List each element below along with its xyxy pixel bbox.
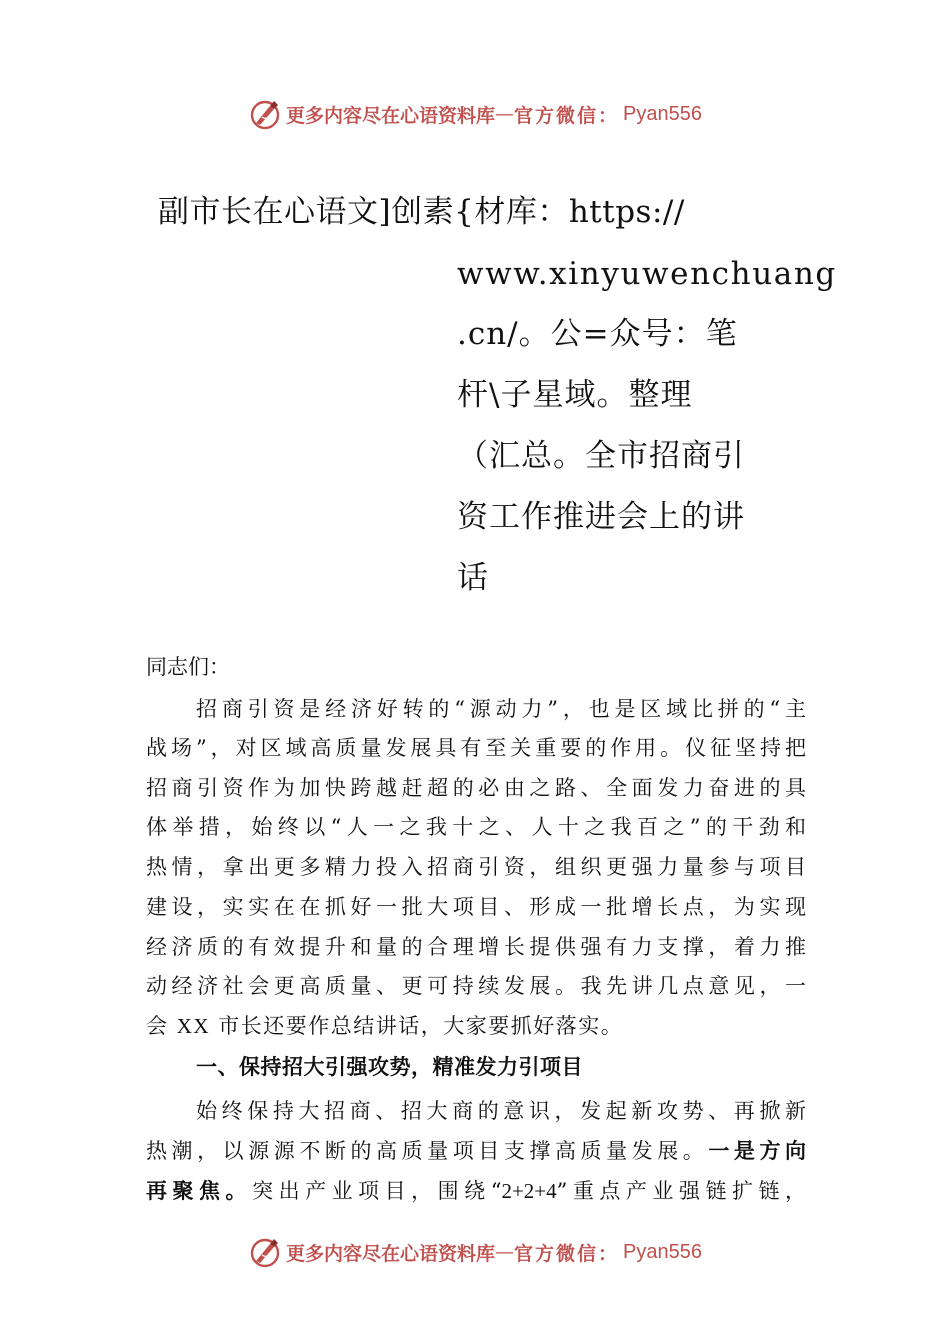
section-heading-1: 一、保持招大引强攻势，精准发力引项目: [196, 1055, 583, 1079]
paragraph-line: 建设，实实在在抓好一批大项目、形成一批增长点，为实现: [146, 895, 806, 919]
salutation: 同志们：: [146, 655, 230, 679]
text-run: XX: [176, 1014, 211, 1038]
banner-main-text: 更多内容尽在心语资料库: [286, 104, 496, 127]
title-line: .cn/。公=众号：笔: [457, 316, 738, 352]
title-line: 杆\子星域。整理: [457, 377, 693, 413]
header-watermark-banner: [0, 94, 950, 134]
banner-separator: —: [495, 103, 515, 125]
banner-wechat-label: 官方微信：: [514, 1242, 620, 1265]
banner-main-text: 更多内容尽在心语资料库: [286, 1242, 496, 1265]
paragraph-line: [146, 1011, 623, 1041]
text-run: 突出产业项目，围绕“: [252, 1179, 502, 1203]
paragraph-line: 动经济社会更高质量、更可持续发展。我先讲几点意见，一: [146, 974, 806, 998]
banner-wechat-id: Pyan556: [623, 102, 702, 125]
bold-run: 再聚焦。: [146, 1179, 253, 1203]
title-line: www.xinyuwenchuang: [457, 256, 837, 292]
text-run: 会: [146, 1014, 177, 1038]
paragraph-line: 始终保持大招商、招大商的意识，发起新攻势、再掀新: [196, 1099, 806, 1123]
footer-watermark-banner: [0, 1232, 950, 1272]
title-line: 资工作推进会上的讲: [457, 499, 745, 535]
paragraph-line: 体举措，始终以“人一之我十之、人十之我百之”的干劲和: [146, 815, 806, 839]
title-line: 副市长在心语文]创素{材库：https://: [158, 194, 685, 230]
title-line: 话: [457, 560, 489, 596]
paragraph-line: 热情，拿出更多精力投入招商引资，组织更强力量参与项目: [146, 855, 806, 879]
pen-logo-icon: [248, 1235, 282, 1269]
paragraph-line: 经济质的有效提升和量的合理增长提供强有力支撑，着力推: [146, 935, 806, 959]
pen-logo-icon: [248, 97, 282, 131]
banner-wechat-id: Pyan556: [623, 1240, 702, 1263]
title-line: （汇总。全市招商引: [457, 438, 745, 474]
paragraph-line: [146, 1136, 806, 1166]
text-run: 市长还要作总结讲话，大家要抓好落实。: [210, 1014, 624, 1038]
text-run: 热潮，以源源不断的高质量项目支撑高质量发展。: [146, 1139, 709, 1163]
bold-run: 一是方向: [708, 1139, 807, 1163]
text-run: ”重点产业强链扩链，: [556, 1179, 806, 1203]
paragraph-line: [146, 1176, 806, 1206]
banner-wechat-label: 官方微信：: [514, 104, 620, 127]
banner-separator: —: [495, 1241, 515, 1263]
paragraph-line: 招商引资作为加快跨越赶超的必由之路、全面发力奋进的具: [146, 776, 806, 800]
text-run: 2+2+4: [501, 1179, 557, 1203]
paragraph-line: 招商引资是经济好转的“源动力”，也是区域比拼的“主: [196, 697, 806, 721]
paragraph-line: 战场”，对区域高质量发展具有至关重要的作用。仪征坚持把: [146, 736, 806, 760]
